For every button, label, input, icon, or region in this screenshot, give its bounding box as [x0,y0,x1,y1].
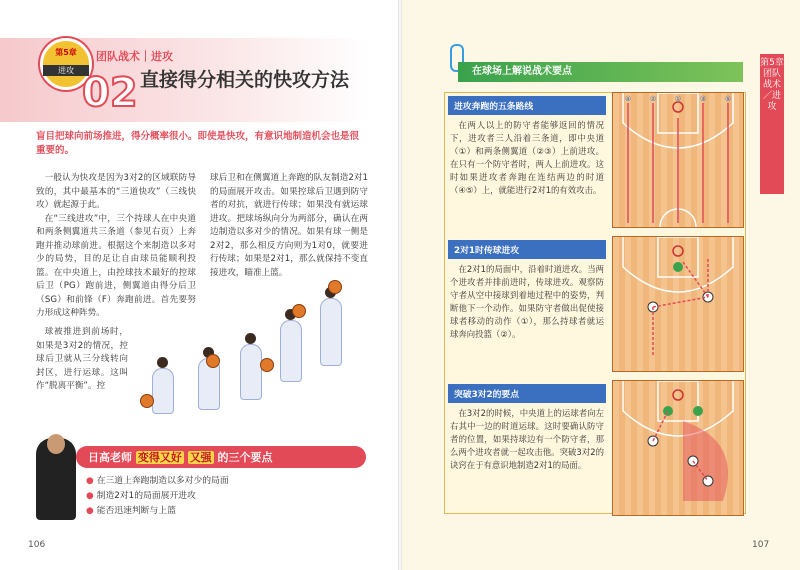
tip-item: ● 制造2对1的局面展开进攻 [86,489,366,504]
section-title: 2对1时传球进攻 [448,240,606,259]
lane-number: ③ [699,95,707,103]
lane-number: ④ [624,95,632,103]
chapter-side-tab: 第5章 团队战术／进攻 [760,54,784,194]
court-diagram-1 [612,92,744,228]
court-svg [613,237,743,371]
court-diagram-3 [612,380,744,516]
tip-item: ● 能否迅速判断与上篮 [86,504,366,519]
highlight-2: 又强 [189,451,212,464]
basketball-icon [292,304,306,318]
defender-marker [673,262,683,272]
tips-list [86,474,366,519]
basketball-icon [260,358,274,372]
lane-number: ② [649,95,657,103]
player-figure [240,344,262,400]
basketball-icon [140,394,154,408]
lane-number: ⑤ [724,95,732,103]
section-3 [448,384,606,476]
highlight-1: 变得又好 [137,451,182,464]
page-number-left: 106 [28,540,46,550]
section-title: 进攻奔跑的五条路线 [448,96,606,115]
lead-text: 盲目把球向前场推进，得分概率很小。即使是快攻，有意识地制造机会也是很重要的。 [36,131,360,156]
player-figure [152,368,174,414]
player-figure [280,320,302,382]
section-title: 突破3对2的要点 [448,384,606,403]
court-svg [613,381,743,515]
page-title: 直接得分相关的快攻方法 [140,69,350,91]
basketball-icon [206,354,220,368]
section-1 [448,96,606,201]
paragraph: 在“三线进攻”中，三个持球人在中央道和两条侧翼道共三条道（参见右页）上奔跑并推动球前进。根据这个来制造以多对少的局势，目的足让自由球员能顺利投篮。在中央道上，由控球技术最好的控球后卫（PG）跑前进，侧翼道由得分后卫（SG）和前锋（F）奔跑前进。首先要努力形成这种阵势。 [36,213,196,318]
basketball-icon [328,280,342,294]
section-text: 在3对2的时候，中央道上的运球者向左右其中一边的时道运球。这时要确认防守者的位置，如果持球边有一个防守者，那么两个进攻者就一起攻击他。突破3对2的诀窍在于有意识地制造2对1的局面。 [450,408,604,470]
right-header: 在球场上解说战术要点 [458,62,743,82]
section-text: 在2对1的局面中，沿着时道进攻。当两个进攻者并排前进时，传球进攻。观察防守者从空中接球到着地过程中的姿势，判断他下一个动作。如果防守者做出促使接球者移动的动作（①），那么持球者就运球奔向投篮（②）。 [450,264,604,339]
coach-title [88,449,273,465]
paragraph: 一般认为快攻是因为3对2的区域联防导致的，其中最基本的“三道快攻”（三线快攻）就起源于此。 [36,173,196,210]
coach-photo [36,438,76,520]
players-illustration [130,258,370,430]
lane-number: ① [674,95,682,103]
section-label: 团队战术｜进攻 [96,50,173,63]
court-diagram-2 [612,236,744,372]
section-text: 在两人以上的防守者能够返回的情况下，进攻者三人沿着三条道，即中央道（①）和两条侧翼道（②③）上前进攻。在只有一个防守者时，两人上前进攻。这时如果进攻者奔跑在连结两边的时道（④⑤）上，就能进行2对1的有效攻击。 [450,120,604,195]
coach-suffix: 的三个要点 [217,451,273,464]
badge-bottom: 进攻 [43,65,89,76]
page-number-right: 107 [752,540,770,550]
paragraph: 球被推进到前场时，如果是3对2的情况，控球后卫就从三分线转向封区，进行运球。这叫作“脱离平衡”。控 [36,327,128,391]
section-2 [448,240,606,345]
paragraph: 球后卫和在侧翼道上奔跑的队友制造2对1的局面展开攻击。如果控球后卫遇到防守者的对抗，就进行传球；如果没有就运球进攻。把球场纵向分为两部分，确认在两边制造以多对少的情况。如果有球一侧是2对2，那么相反方向则为1对0，就要进行传球；如果是2对1，那么就保持不变直接进攻，瞄准上篮。 [210,173,368,278]
section-number: 02 [82,70,138,116]
player-figure [320,298,342,366]
coach-name: 日高老师 [88,451,132,464]
court-svg [613,93,743,227]
gutter [398,0,402,570]
body-column-1-cont [36,326,128,394]
tip-item: ● 在三道上奔跑制造以多对少的局面 [86,474,366,489]
badge-top: 第5章 [55,48,77,57]
